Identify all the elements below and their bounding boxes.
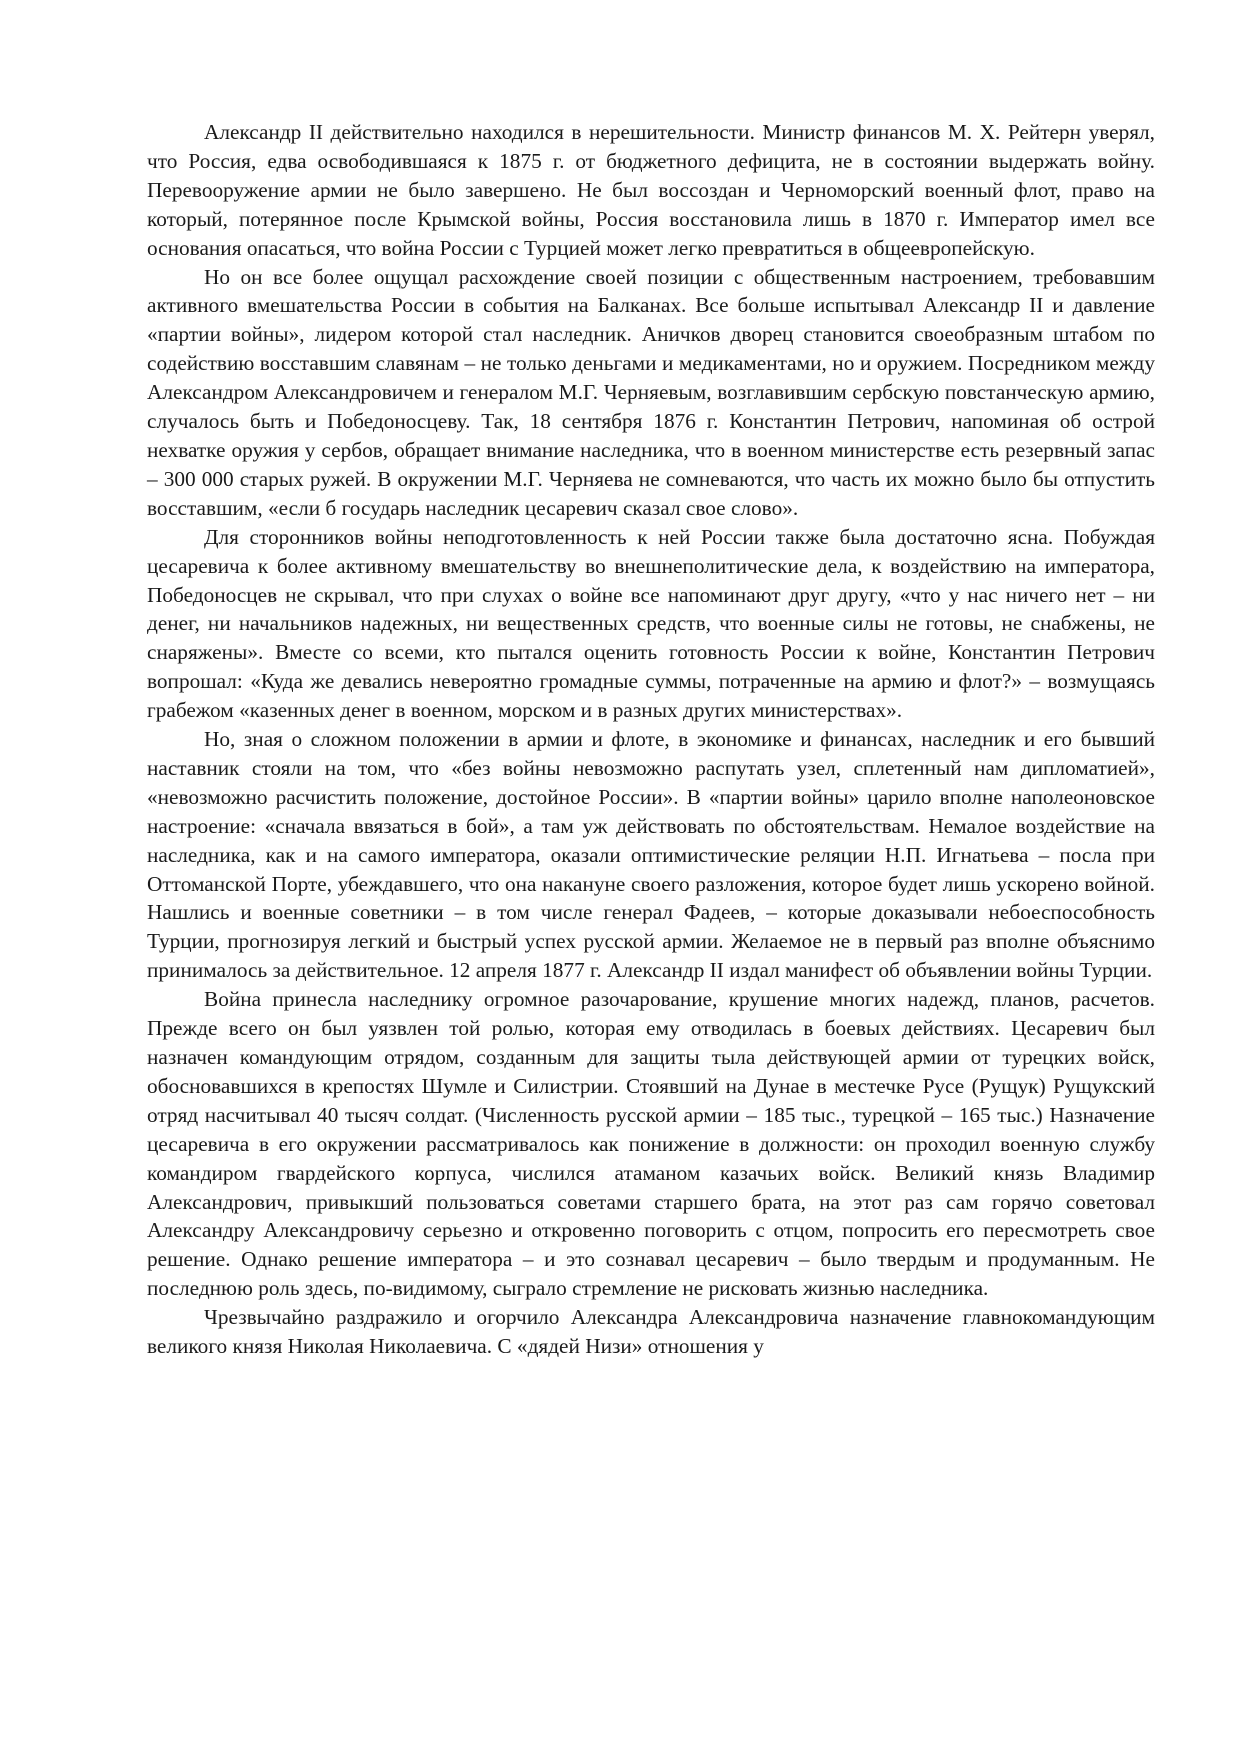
paragraph-4: Но, зная о сложном положении в армии и флоте, в экономике и финансах, наследник и его бывший наставник стояли на том, что «без войны невозможно распутать узел, сплетенный нам дипломатией», «невозможно расчистить положение, достойное России». В «партии войны» царило вполне наполеоновское настроение: «сначала ввязаться в бой», а там уж действовать по обстоятельствам. Немалое воздействие на наследника, как и на самого императора, оказали оптимистические реляции Н.П. Игнатьева – посла при Оттоманской Порте, убеждавшего, что она накануне своего разложения, которое будет лишь ускорено войной. Нашлись и военные советники – в том числе генерал Фадеев, – которые доказывали небоеспособность Турции, прогнозируя легкий и быстрый успех русской армии. Желаемое не в первый раз вполне объяснимо принималось за действительное. 12 апреля 1877 г. Александр II издал манифест об объявлении войны Турции. <box>147 727 1155 983</box>
paragraph-1: Александр II действительно находился в нерешительности. Министр финансов М. Х. Рейтерн уверял, что Россия, едва освободившаяся к 1875 г. от бюджетного дефицита, не в состоянии выдержать войну. Перевооружение армии не было завершено. Не был воссоздан и Черноморский военный флот, право на который, потерянное после Крымской войны, Россия восстановила лишь в 1870 г. Император имел все основания опасаться, что война России с Турцией может легко превратиться в общеевропейскую. <box>147 120 1155 260</box>
paragraph-3: Для сторонников войны неподготовленность к ней России также была достаточно ясна. Побуждая цесаревича к более активному вмешательству во внешнеполитические дела, к воздействию на императора, Победоносцев не скрывал, что при слухах о войне все напоминают друг другу, «что у нас ничего нет – ни денег, ни начальников надежных, ни вещественных средств, что военные силы не готовы, не снабжены, не снаряжены». Вместе со всеми, кто пытался оценить готовность России к войне, Константин Петрович вопрошал: «Куда же девались невероятно громадные суммы, потраченные на армию и флот?» – возмущаясь грабежом «казенных денег в военном, морском и в разных других министерствах». <box>147 524 1155 723</box>
paragraph-6: Чрезвычайно раздражило и огорчило Александра Александровича назначение главнокомандующим великого князя Николая Николаевича. С «дядей Низи» отношения у <box>147 1305 1155 1359</box>
document-page <box>147 118 1155 1361</box>
paragraph-5: Война принесла наследнику огромное разочарование, крушение многих надежд, планов, расчетов. Прежде всего он был уязвлен той ролью, которая ему отводилась в боевых действиях. Цесаревич был назначен командующим отрядом, созданным для защиты тыла действующей армии от турецких войск, обосновавшихся в крепостях Шумле и Силистрии. Стоявший на Дунае в местечке Русе (Рущук) Рущукский отряд насчитывал 40 тысяч солдат. (Численность русской армии – 185 тыс., турецкой – 165 тыс.) Назначение цесаревича в его окружении рассматривалось как понижение в должности: он проходил военную службу командиром гвардейского корпуса, числился атаманом казачьих войск. Великий князь Владимир Александрович, привыкший пользоваться советами старшего брата, на этот раз сам горячо советовал Александру Александровичу серьезно и откровенно поговорить с отцом, попросить его пересмотреть свое решение. Однако решение императора – и это сознавал цесаревич – было твердым и продуманным. Не последнюю роль здесь, по-видимому, сыграло стремление не рисковать жизнью наследника. <box>147 987 1155 1301</box>
paragraph-2: Но он все более ощущал расхождение своей позиции с общественным настроением, требовавшим активного вмешательства России в события на Балканах. Все больше испытывал Александр II и давление «партии войны», лидером которой стал наследник. Аничков дворец становится своеобразным штабом по содействию восставшим славянам – не только деньгами и медикаментами, но и оружием. Посредником между Александром Александровичем и генералом М.Г. Черняевым, возглавившим сербскую повстанческую армию, случалось быть и Победоносцеву. Так, 18 сентября 1876 г. Константин Петрович, напоминая об острой нехватке оружия у сербов, обращает внимание наследника, что в военном министерстве есть резервный запас – 300 000 старых ружей. В окружении М.Г. Черняева не сомневаются, что часть их можно было бы отпустить восставшим, «если б государь наследник цесаревич сказал свое слово». <box>147 264 1155 520</box>
